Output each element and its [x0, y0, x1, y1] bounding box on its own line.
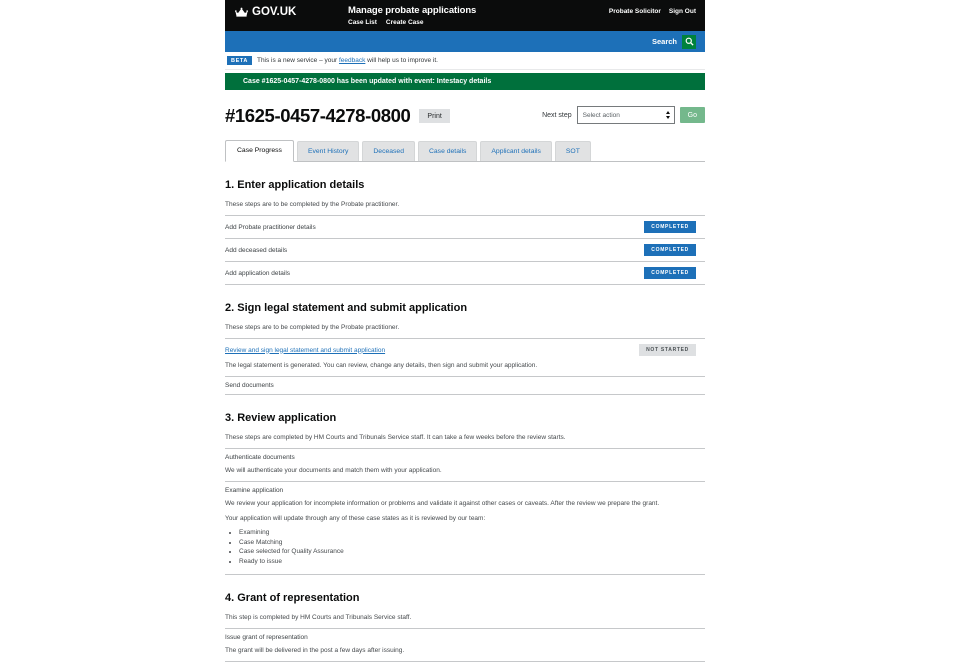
task-row	[225, 629, 705, 646]
phase-banner	[225, 52, 705, 70]
service-block	[348, 5, 609, 26]
section-2-intro: These steps are to be completed by the Probate practitioner.	[225, 324, 400, 331]
next-step-select[interactable]	[577, 106, 675, 124]
app-header	[225, 0, 705, 31]
status-badge-not-started: NOT STARTED	[639, 344, 696, 356]
govuk-logo-text: GOV.UK	[252, 6, 297, 18]
nav-create-case[interactable]: Create Case	[385, 19, 424, 26]
task-row	[225, 377, 705, 394]
task-row	[225, 262, 705, 284]
section-2-title: 2. Sign legal statement and submit application	[225, 302, 468, 314]
task-label: Add deceased details	[225, 246, 288, 254]
service-title: Manage probate applications	[348, 5, 477, 16]
case-state-item: • Examining	[239, 529, 705, 536]
case-state-item: • Case selected for Quality Assurance	[239, 548, 705, 555]
event-notification-banner: Case #1625-0457-4278-0800 has been updated with event: Intestacy details	[225, 73, 705, 90]
case-state-item: • Ready to issue	[239, 558, 705, 565]
divider	[225, 284, 705, 285]
task-row	[225, 482, 705, 499]
task-description: The grant will be delivered in the post a few days after issuing.	[225, 646, 405, 654]
task-description: We review your application for incomplete information or problems and validate it against other cases or caveats. After the review we prepare the grant.	[225, 500, 660, 507]
phase-text-after: will help us to improve it.	[365, 57, 438, 64]
task-label: Add Probate practitioner details	[225, 223, 316, 231]
search-button[interactable]	[682, 35, 696, 49]
task-row	[225, 339, 705, 361]
case-header-row	[225, 105, 705, 127]
next-step-label: Next step	[542, 111, 572, 119]
task-description: The legal statement is generated. You can review, change any details, then sign and submit your application.	[225, 362, 538, 369]
task-label: Authenticate documents	[225, 454, 295, 461]
user-nav	[609, 8, 696, 15]
beta-tag: BETA	[227, 56, 252, 65]
select-stepper-icon	[666, 111, 670, 119]
user-role-label: Probate Solicitor	[608, 8, 661, 15]
phase-banner-text	[257, 57, 438, 64]
tab-case-details[interactable]: Case details	[418, 141, 477, 161]
tab-event-history[interactable]: Event History	[297, 141, 359, 161]
task-label: Issue grant of representation	[225, 633, 308, 641]
task-label: Examine application	[225, 487, 284, 494]
task-row	[225, 216, 705, 238]
go-button[interactable]: Go	[680, 107, 705, 123]
task-label: Send documents	[225, 382, 274, 389]
next-step-group	[542, 106, 705, 124]
status-badge-completed: COMPLETED	[644, 244, 696, 256]
case-state-item: • Case Matching	[239, 539, 705, 546]
phase-text-before: This is a new service – your	[256, 57, 339, 64]
section-1-title: 1. Enter application details	[225, 179, 365, 191]
divider	[225, 394, 705, 395]
search-icon	[685, 34, 694, 49]
divider	[225, 574, 705, 575]
print-button[interactable]: Print	[419, 109, 449, 123]
search-bar	[225, 31, 705, 52]
case-ref-group	[225, 105, 450, 127]
page	[225, 0, 705, 662]
section-3-title: 3. Review application	[225, 412, 337, 424]
case-tabs	[225, 140, 705, 162]
crown-icon	[235, 7, 248, 18]
section-1-intro: These steps are to be completed by the Probate practitioner.	[225, 201, 400, 208]
search-link[interactable]: Search	[651, 37, 677, 46]
tab-case-progress[interactable]: Case Progress	[225, 140, 294, 162]
case-states-list	[225, 529, 705, 565]
tab-deceased[interactable]: Deceased	[362, 141, 415, 161]
nav-case-list[interactable]: Case List	[348, 19, 377, 26]
section-4-title: 4. Grant of representation	[225, 591, 360, 604]
review-sign-statement-link[interactable]: Review and sign legal statement and submit application	[225, 346, 386, 354]
task-row	[225, 449, 705, 466]
tab-applicant-details[interactable]: Applicant details	[480, 141, 552, 161]
task-label: Add application details	[225, 269, 291, 277]
case-reference-heading: #1625-0457-4278-0800	[225, 105, 411, 126]
status-badge-completed: COMPLETED	[644, 267, 696, 279]
next-step-selected-value: Select action	[582, 111, 620, 119]
section-4-intro: This step is completed by HM Courts and Tribunals Service staff.	[225, 613, 412, 621]
divider	[225, 661, 705, 662]
task-row	[225, 239, 705, 261]
sign-out-link[interactable]: Sign Out	[668, 8, 696, 15]
feedback-link[interactable]: feedback	[338, 57, 366, 64]
service-nav	[348, 19, 609, 26]
case-states-note: Your application will update through any of these case states as it is reviewed by our team:	[225, 515, 486, 522]
task-description: We will authenticate your documents and match them with your application.	[225, 467, 442, 474]
section-3-intro: These steps are completed by HM Courts and Tribunals Service staff. It can take a few weeks before the review starts.	[225, 434, 566, 441]
status-badge-completed: COMPLETED	[644, 221, 696, 233]
govuk-logo-link[interactable]	[235, 6, 348, 18]
tab-sot[interactable]: SOT	[555, 141, 591, 161]
